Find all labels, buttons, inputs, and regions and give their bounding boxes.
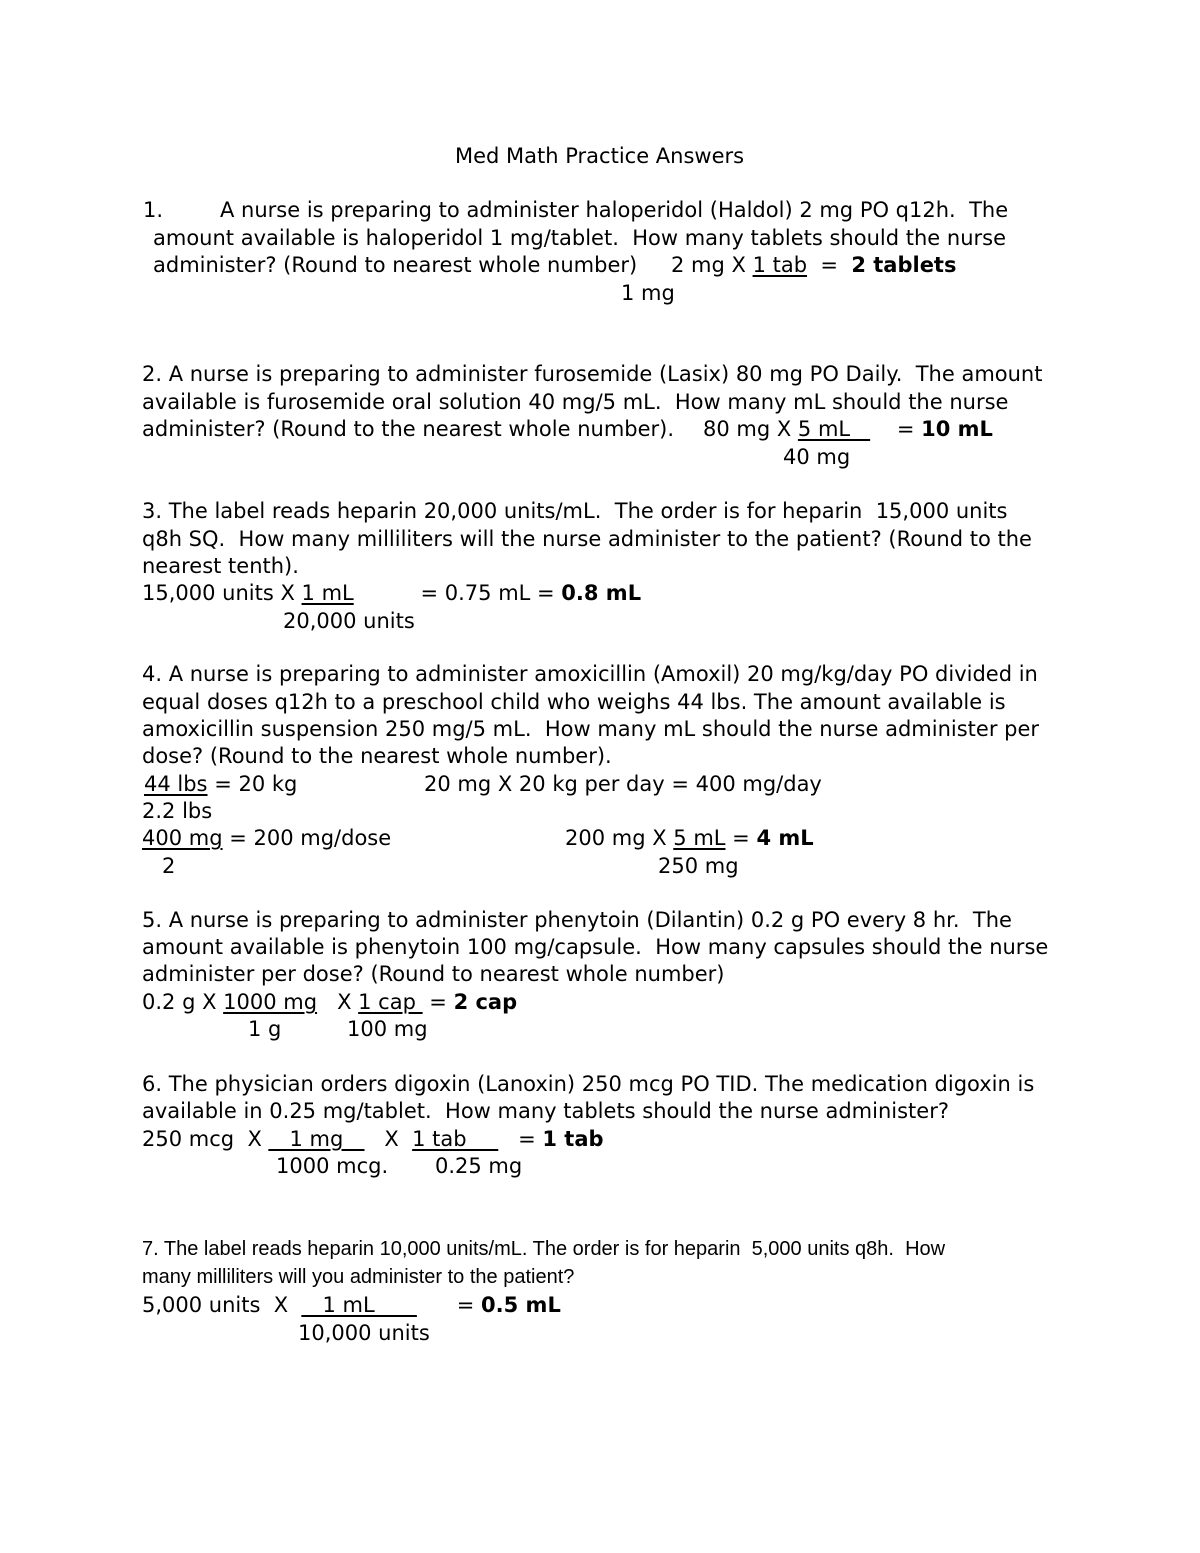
q4-per-dose: 400 mg = 200 mg/dose bbox=[142, 826, 392, 850]
q1-line-3: administer? (Round to nearest whole number) bbox=[153, 253, 638, 277]
q4-numerator: 5 mL bbox=[673, 826, 726, 850]
q3-line-1: 3. The label reads heparin 20,000 units/mL. The order is for heparin 15,000 units bbox=[142, 499, 1008, 523]
q5-line-2: amount available is phenytoin 100 mg/capsule. How many capsules should the nurse bbox=[142, 935, 1049, 959]
q4-line-1: 4. A nurse is preparing to administer amoxicillin (Amoxil) 20 mg/kg/day PO divided in bbox=[142, 662, 1038, 686]
q1-calculation: 2 mg X 1 tab = 2 tablets bbox=[671, 253, 957, 277]
q5-answer: 2 cap bbox=[453, 990, 518, 1014]
q5-numerator-1: 1000 mg bbox=[223, 990, 318, 1014]
q2-answer: 10 mL bbox=[921, 417, 993, 441]
q6-numerator-1: __1 mg__ bbox=[268, 1127, 365, 1151]
q4-line-2: equal doses q12h to a preschool child who weighs 44 lbs. The amount available is bbox=[142, 690, 1006, 714]
q7-answer: 0.5 mL bbox=[481, 1293, 561, 1317]
q1-numerator: 1 tab bbox=[752, 253, 808, 277]
q5-calculation: 0.2 g X 1000 mg X 1 cap = 2 cap bbox=[142, 990, 518, 1014]
q6-denominator-2: 0.25 mg bbox=[435, 1154, 523, 1178]
q4-dose-numerator: 400 mg bbox=[142, 826, 223, 850]
q5-line-3: administer per dose? (Round to nearest whole number) bbox=[142, 962, 725, 986]
q6-calculation: 250 mcg X __1 mg__ X 1 tab___ = 1 tab bbox=[142, 1127, 604, 1151]
q7-line-2: many milliliters will you administer to the patient? bbox=[142, 1266, 575, 1288]
q5-numerator-2: 1 cap bbox=[358, 990, 423, 1014]
q2-line-3: administer? (Round to the nearest whole number). bbox=[142, 417, 675, 441]
q4-answer: 4 mL bbox=[756, 826, 814, 850]
q2-denominator: 40 mg bbox=[783, 445, 851, 469]
q4-dose-denominator: 2 bbox=[162, 854, 176, 878]
q4-line-3: amoxicillin suspension 250 mg/5 mL. How many mL should the nurse administer per bbox=[142, 717, 1040, 741]
q6-line-2: available in 0.25 mg/tablet. How many tablets should the nurse administer? bbox=[142, 1099, 949, 1123]
q7-calculation: 5,000 units X __1 mL____ = 0.5 mL bbox=[142, 1293, 561, 1317]
q6-denominator-1: 1000 mcg. bbox=[276, 1154, 389, 1178]
q3-calculation: 15,000 units X 1 mL = 0.75 mL = 0.8 mL bbox=[142, 581, 642, 605]
q2-calculation: 80 mg X 5 mL = 10 mL bbox=[703, 417, 993, 441]
q5-denominator-2: 100 mg bbox=[347, 1017, 428, 1041]
q4-weight-denominator: 2.2 lbs bbox=[142, 799, 213, 823]
q1-line-1: A nurse is preparing to administer haloperidol (Haldol) 2 mg PO q12h. The bbox=[220, 198, 1009, 222]
q7-numerator: __1 mL____ bbox=[301, 1293, 417, 1317]
q4-daily-dose: 20 mg X 20 kg per day = 400 mg/day bbox=[424, 772, 822, 796]
q6-numerator-2: 1 tab___ bbox=[412, 1127, 499, 1151]
q3-line-2: q8h SQ. How many milliliters will the nurse administer to the patient? (Round to the bbox=[142, 527, 1032, 551]
page-title: Med Math Practice Answers bbox=[455, 144, 745, 168]
q4-line-4: dose? (Round to the nearest whole number). bbox=[142, 744, 612, 768]
q5-line-1: 5. A nurse is preparing to administer phenytoin (Dilantin) 0.2 g PO every 8 hr. The bbox=[142, 908, 1012, 932]
q4-denominator: 250 mg bbox=[658, 854, 739, 878]
q3-line-3: nearest tenth). bbox=[142, 554, 299, 578]
q3-answer: 0.8 mL bbox=[561, 581, 642, 605]
q3-numerator: 1 mL bbox=[301, 581, 354, 605]
q2-line-2: available is furosemide oral solution 40 mg/5 mL. How many mL should the nurse bbox=[142, 390, 1009, 414]
q2-line-1: 2. A nurse is preparing to administer furosemide (Lasix) 80 mg PO Daily. The amount bbox=[142, 362, 1043, 386]
q4-weight-numerator: 44 lbs bbox=[144, 772, 208, 796]
q4-weight-conversion: 44 lbs = 20 kg bbox=[144, 772, 298, 796]
q2-numerator: 5 mL bbox=[797, 417, 871, 441]
q1-number: 1. bbox=[143, 198, 164, 222]
q3-denominator: 20,000 units bbox=[283, 609, 415, 633]
q1-line-2: amount available is haloperidol 1 mg/tablet. How many tablets should the nurse bbox=[153, 226, 1006, 250]
q1-answer: 2 tablets bbox=[851, 253, 957, 277]
q7-line-1: 7. The label reads heparin 10,000 units/mL. The order is for heparin 5,000 units q8h. How bbox=[142, 1238, 946, 1260]
q6-line-1: 6. The physician orders digoxin (Lanoxin) 250 mcg PO TID. The medication digoxin is bbox=[142, 1072, 1035, 1096]
q6-answer: 1 tab bbox=[542, 1127, 604, 1151]
q1-denominator: 1 mg bbox=[621, 281, 675, 305]
q5-denominator-1: 1 g bbox=[248, 1017, 282, 1041]
q7-denominator: 10,000 units bbox=[298, 1321, 430, 1345]
q4-calculation: 200 mg X 5 mL = 4 mL bbox=[565, 826, 814, 850]
